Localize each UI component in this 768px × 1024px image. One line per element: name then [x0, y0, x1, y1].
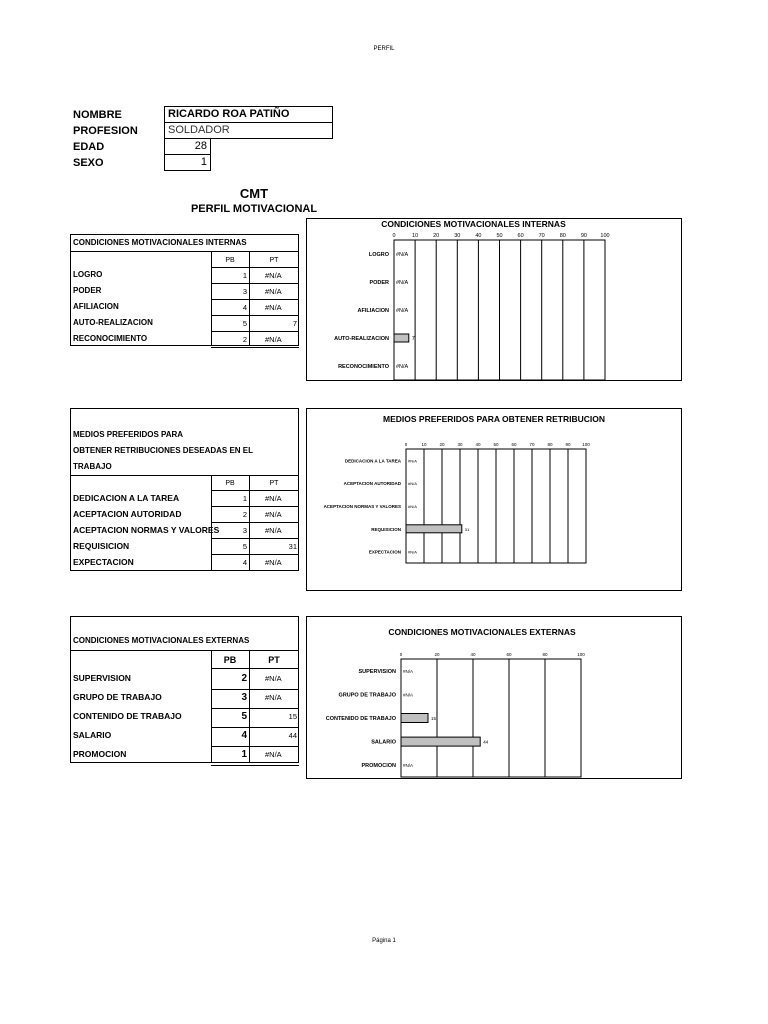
divider [211, 538, 299, 539]
pb-cell: 3 [242, 526, 247, 535]
divider [211, 267, 299, 268]
tick-label: 100 [600, 233, 610, 239]
pt-cell: #N/A [265, 558, 282, 567]
pb-cell: 5 [242, 319, 247, 328]
category-label: CONTENIDO DE TRABAJO [325, 716, 396, 722]
tick-label: 90 [580, 233, 587, 239]
row-label: ACEPTACION AUTORIDAD [73, 509, 182, 519]
divider [211, 689, 299, 690]
pb-cell: 4 [242, 558, 247, 567]
pt-cell: 7 [292, 319, 297, 328]
category-label: ACEPTACION AUTORIDAD [343, 481, 401, 487]
pb-cell: 2 [242, 335, 247, 344]
medios-chart [306, 440, 682, 570]
pb-cell: 2 [241, 673, 247, 684]
tick-label: 20 [433, 233, 440, 239]
row-label: REQUISICION [73, 541, 130, 551]
data-label: #N/A [396, 308, 409, 314]
sex-label: SEXO [73, 157, 104, 169]
pb-cell: 3 [241, 692, 247, 703]
divider [211, 506, 299, 507]
row-label: PODER [73, 286, 102, 295]
sub-title: PERFIL MOTIVACIONAL [190, 203, 318, 215]
col-pb-header: PB [223, 655, 237, 665]
tick-label: 80 [559, 233, 566, 239]
tick-label: 30 [454, 233, 461, 239]
medios-title-line-3: TRABAJO [73, 462, 112, 471]
age-label: EDAD [73, 141, 105, 153]
tick-label: 80 [547, 442, 553, 447]
main-title: CMT [239, 186, 269, 201]
divider [211, 765, 299, 766]
divider [211, 522, 299, 523]
divider [211, 315, 299, 316]
data-label: #N/A [396, 364, 409, 370]
category-label: ACEPTACION NORMAS Y VALORES [323, 504, 401, 509]
bar [406, 525, 462, 533]
col-pt-header: PT [269, 257, 279, 264]
internas-table-title: CONDICIONES MOTIVACIONALES INTERNAS [73, 238, 247, 247]
tick-label: 70 [529, 442, 535, 447]
tick-label: 0 [392, 233, 396, 239]
pt-cell: #N/A [265, 335, 282, 344]
tick-label: 40 [475, 233, 482, 239]
row-label: CONTENIDO DE TRABAJO [73, 711, 182, 721]
data-label: 7 [411, 336, 415, 342]
pt-cell: #N/A [265, 494, 282, 503]
category-label: AUTO-REALIZACION [334, 336, 389, 342]
row-label: PROMOCION [73, 749, 127, 759]
age-value: 28 [164, 138, 211, 155]
divider [70, 650, 299, 651]
category-label: RECONOCIMIENTO [338, 364, 389, 370]
medios-title-line-2: OBTENER RETRIBUCIONES DESEADAS EN EL [73, 446, 254, 455]
pt-cell: #N/A [265, 674, 282, 683]
page-header: PERFIL [373, 46, 395, 52]
medios-title-line-1: MEDIOS PREFERIDOS PARA [73, 430, 184, 439]
tick-label: 80 [542, 652, 548, 657]
tick-label: 20 [439, 442, 445, 447]
internas-chart-title: CONDICIONES MOTIVACIONALES INTERNAS [381, 219, 566, 229]
externas-table-title: CONDICIONES MOTIVACIONALES EXTERNAS [73, 636, 250, 645]
pb-cell: 5 [241, 711, 247, 722]
category-label: REQUISICION [371, 526, 401, 532]
row-label: GRUPO DE TRABAJO [73, 692, 162, 702]
category-label: LOGRO [368, 252, 389, 258]
category-label: EXPECTACION [368, 549, 401, 555]
pt-cell: #N/A [265, 271, 282, 280]
row-label: SUPERVISION [73, 673, 131, 683]
row-label: AFILIACION [73, 302, 119, 311]
pb-cell: 1 [242, 271, 247, 280]
category-label: PODER [369, 280, 389, 286]
data-label: 44 [483, 739, 489, 745]
row-label: ACEPTACION NORMAS Y VALORES [73, 525, 220, 535]
tick-label: 10 [412, 233, 419, 239]
pt-cell: #N/A [265, 693, 282, 702]
row-label: AUTO-REALIZACION [73, 318, 153, 327]
tick-label: 30 [457, 442, 463, 447]
pb-cell: 4 [242, 303, 247, 312]
bar [401, 737, 480, 746]
tick-label: 70 [538, 233, 545, 239]
pt-cell: #N/A [265, 510, 282, 519]
row-label: RECONOCIMIENTO [73, 334, 148, 343]
pb-cell: 5 [242, 542, 247, 551]
externas-chart-title: CONDICIONES MOTIVACIONALES EXTERNAS [388, 627, 576, 637]
data-label: #N/A [408, 481, 417, 487]
divider [211, 554, 299, 555]
pb-cell: 4 [241, 730, 247, 741]
tick-label: 60 [511, 442, 517, 447]
data-label: #N/A [408, 549, 417, 555]
row-label: SALARIO [73, 730, 112, 740]
bar [394, 334, 409, 342]
data-label: #N/A [403, 668, 414, 674]
externas-chart [306, 650, 682, 778]
pb-cell: 1 [241, 749, 247, 760]
col-pt-header: PT [269, 480, 279, 487]
name-value: RICARDO ROA PATIÑO [164, 106, 333, 123]
page-footer: Página 1 [372, 938, 396, 944]
internas-chart [306, 228, 682, 380]
divider [211, 299, 299, 300]
divider [211, 490, 299, 491]
divider [211, 283, 299, 284]
pt-cell: #N/A [265, 526, 282, 535]
tick-label: 50 [496, 233, 503, 239]
data-label: #N/A [408, 458, 417, 464]
data-label: 15 [431, 716, 437, 721]
pt-cell: #N/A [265, 287, 282, 296]
sex-value: 1 [164, 154, 211, 171]
col-pt-header: PT [268, 655, 280, 665]
category-label: SALARIO [371, 739, 396, 746]
tick-label: 50 [493, 442, 499, 447]
data-label: #N/A [403, 692, 414, 698]
pt-cell: 31 [288, 542, 297, 551]
tick-label: 20 [434, 652, 440, 657]
divider [70, 251, 299, 252]
pb-cell: 3 [242, 287, 247, 296]
divider [211, 347, 299, 348]
divider [211, 708, 299, 709]
category-label: AFILIACION [357, 308, 389, 314]
name-label: NOMBRE [73, 109, 122, 121]
col-pb-header: PB [225, 480, 235, 487]
tick-label: 10 [421, 442, 427, 447]
divider [70, 475, 299, 476]
tick-label: 60 [506, 652, 512, 657]
category-label: GRUPO DE TRABAJO [338, 692, 396, 699]
medios-chart-title: MEDIOS PREFERIDOS PARA OBTENER RETRIBUCION [383, 414, 605, 424]
col-pb-header: PB [225, 257, 235, 264]
pt-cell: 44 [288, 731, 297, 740]
divider [211, 668, 299, 669]
divider [211, 331, 299, 332]
bar [401, 714, 428, 723]
pt-cell: #N/A [265, 750, 282, 759]
divider [211, 746, 299, 747]
pt-cell: #N/A [265, 303, 282, 312]
pt-cell: 15 [288, 712, 297, 721]
tick-label: 0 [404, 442, 408, 447]
tick-label: 90 [565, 442, 571, 447]
row-label: EXPECTACION [73, 557, 134, 567]
category-label: SUPERVISION [358, 668, 396, 675]
data-label: 31 [464, 526, 470, 532]
tick-label: 40 [470, 652, 476, 657]
data-label: #N/A [396, 252, 409, 258]
row-label: LOGRO [73, 270, 103, 279]
category-label: DEDICACION A LA TAREA [344, 458, 401, 464]
tick-label: 100 [577, 652, 585, 657]
profession-label: PROFESION [73, 125, 138, 137]
tick-label: 60 [517, 233, 524, 239]
row-label: DEDICACION A LA TAREA [73, 493, 180, 503]
profession-value: SOLDADOR [164, 122, 333, 139]
data-label: #N/A [396, 280, 409, 286]
data-label: #N/A [408, 504, 417, 509]
tick-label: 100 [582, 442, 590, 447]
tick-label: 0 [399, 652, 403, 657]
data-label: #N/A [403, 763, 414, 769]
category-label: PROMOCION [361, 763, 396, 770]
pb-cell: 1 [242, 494, 247, 503]
pb-cell: 2 [242, 510, 247, 519]
divider [211, 727, 299, 728]
tick-label: 40 [475, 442, 481, 447]
divider [211, 570, 299, 571]
